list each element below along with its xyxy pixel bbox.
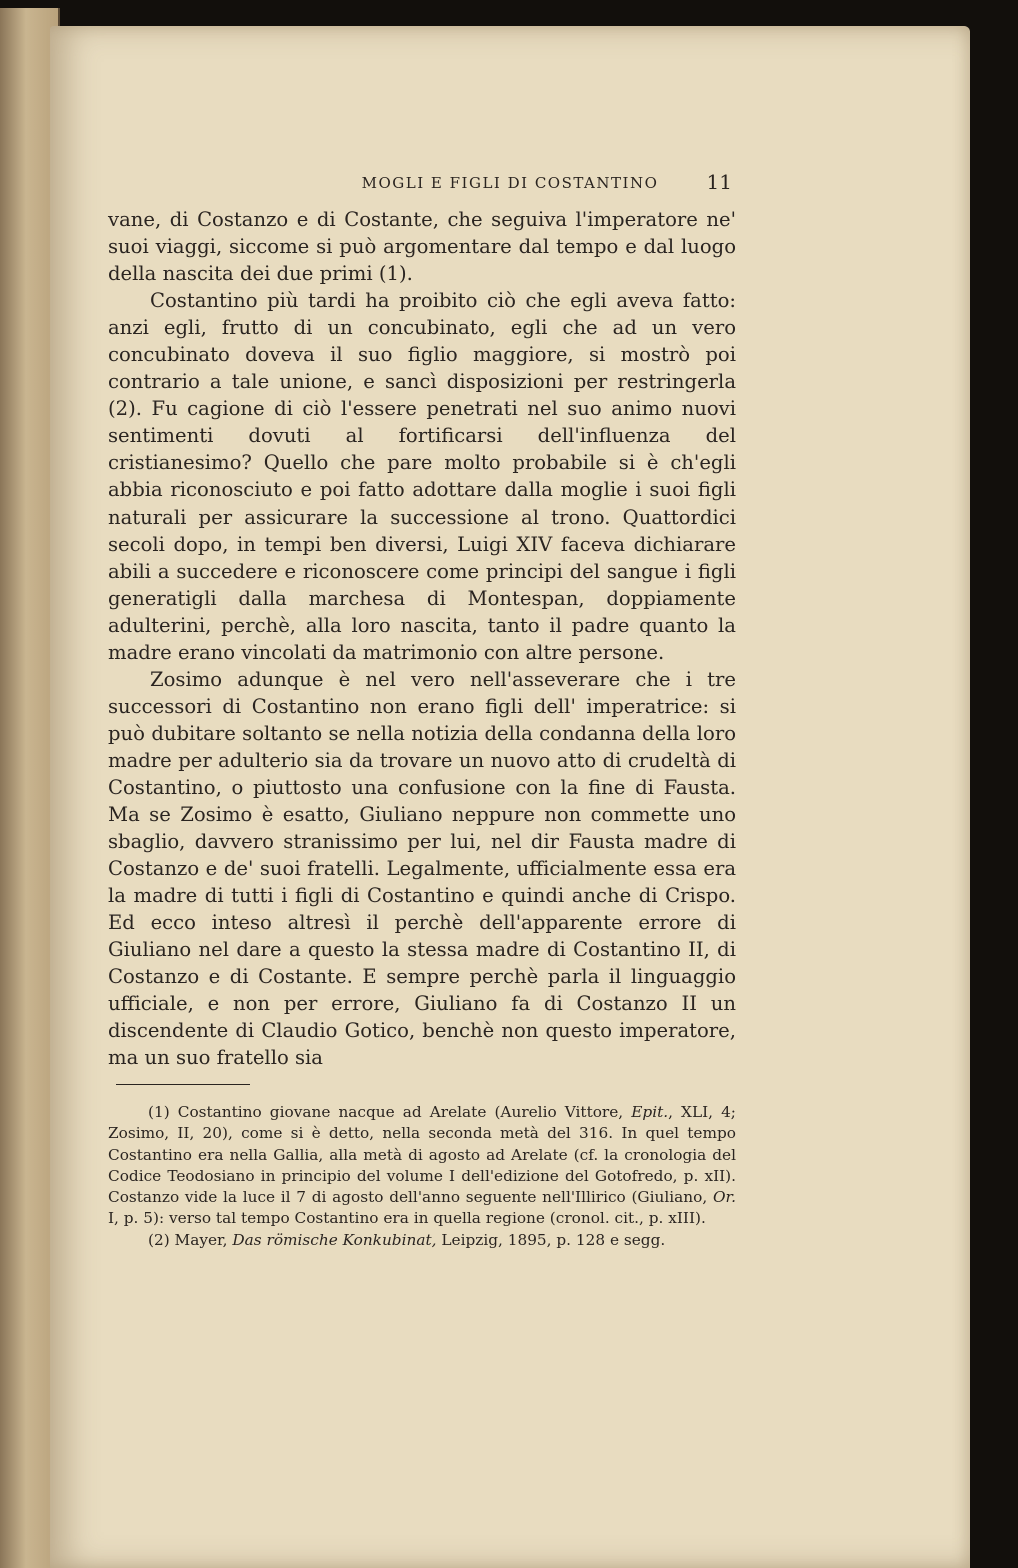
page-number: 11 [706, 170, 732, 194]
footnote-2-author: Mayer, [174, 1230, 228, 1249]
footnote-2-marker: (2) [148, 1230, 170, 1249]
footnote-1 [108, 1102, 736, 1230]
paragraph-1: vane, di Costanzo e di Costante, che seguiva l'imperatore ne' suoi viaggi, siccome si può argomentare dal tempo e dal luogo della nascita dei due primi (1). [108, 208, 736, 286]
book-page [50, 26, 970, 1568]
footnote-2-title: Das römische Konkubinat, [232, 1230, 437, 1249]
main-text [108, 206, 736, 1072]
paragraph-2: Costantino più tardi ha proibito ciò che egli aveva fatto: anzi egli, frutto di un concubinato, egli che ad un vero concubinato doveva il suo figlio maggiore, si mostrò poi contrario a tale unione, e sancì disposizioni per restringerla (2). Fu cagione di ciò l'essere penetrati nel suo animo nuovi sentimenti dovuti al fortificarsi dell'influenza del cristianesimo? Quello che pare molto probabile si è ch'egli abbia riconosciuto e poi fatto adottare dalla moglie i suoi figli naturali per assicurare la successione al trono. Quattordici secoli dopo, in tempi ben diversi, Luigi XIV faceva dichiarare abili a succedere e riconoscere come principi del sangue i figli generatigli dalla marchesa di Montespan, doppiamente adulterini, perchè, alla loro nascita, tanto il padre quanto la madre erano vincolati da matrimonio con altre persone. [108, 289, 736, 664]
footnote-1-text-c: I, p. 5): verso tal tempo Costantino era in quella regione (cronol. cit., p. xIII). [108, 1209, 706, 1228]
footnotes [108, 1102, 736, 1251]
running-title: MOGLI E FIGLI DI COSTANTINO [361, 174, 659, 192]
footnote-1-ref-b: Or. [712, 1188, 737, 1207]
footnote-rule [116, 1084, 250, 1085]
footnote-1-marker: (1) [148, 1103, 170, 1121]
footnote-1-ref-a: Epit. [631, 1103, 669, 1121]
footnote-2 [108, 1230, 736, 1251]
paragraph-3: Zosimo adunque è nel vero nell'asseverare che i tre successori di Costantino non erano figli dell' imperatrice: si può dubitare soltanto se nella notizia della condanna della loro madre per adulterio sia da trovare un nuovo atto di crudeltà di Costantino, o piuttosto una confusione con la fine di Fausta. Ma se Zosimo è esatto, Giuliano neppure non commette uno sbaglio, davvero stranissimo per lui, nel dir Fausta madre di Costanzo e de' suoi fratelli. Legalmente, ufficialmente essa era la madre di tutti i figli di Costantino e quindi anche di Crispo. Ed ecco inteso altresì il perchè dell'apparente errore di Giuliano nel dare a questo la stessa madre di Costantino II, di Costanzo e di Costante. E sempre perchè parla il linguaggio ufficiale, e non per errore, Giuliano fa di Costanzo II un discendente di Claudio Gotico, benchè non questo imperatore, ma un suo fratello sia [108, 667, 736, 1070]
footnote-1-text-b: , XLI, 4; Zosimo, II, 20), come si è detto, nella seconda metà del 316. In quel tempo Costantino era nella Gallia, alla metà di agosto ad Arelate (cf. la cronologia del Codice Teodosiano in principio del volume I dell'edizione del Gotofredo, p. xII). Costanzo vide la luce il 7 di agosto dell'anno seguente nell'Illirico (Giuliano, [108, 1103, 736, 1207]
footnote-1-text-a: Costantino giovane nacque ad Arelate (Aurelio Vittore, [177, 1103, 624, 1121]
footnote-2-text: Leipzig, 1895, p. 128 e segg. [441, 1230, 666, 1249]
